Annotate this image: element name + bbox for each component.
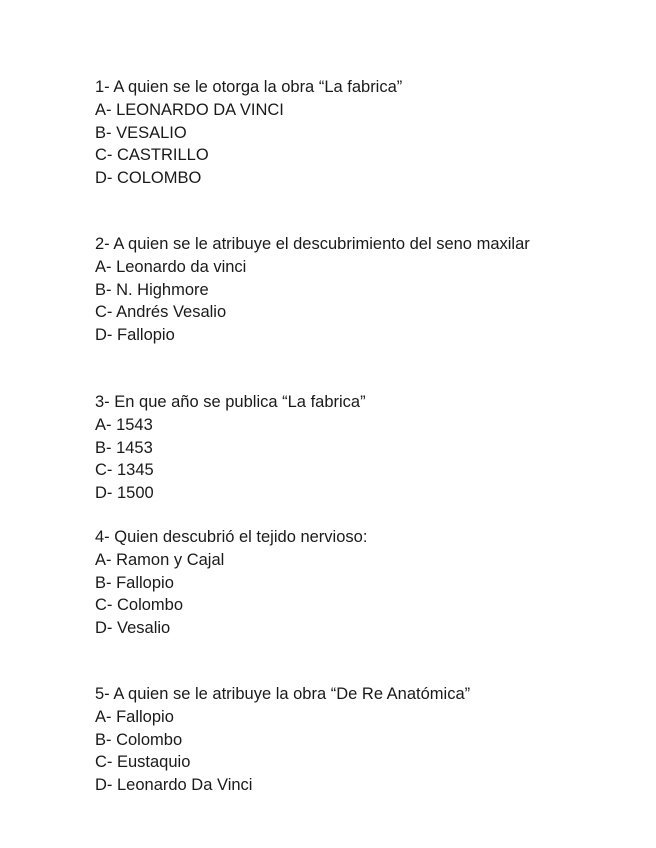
question-prompt: 3- En que año se publica “La fabrica” bbox=[95, 393, 366, 411]
answer-option: A- Ramon y Cajal bbox=[95, 550, 225, 569]
answer-option: C- Andrés Vesalio bbox=[95, 303, 227, 322]
question-3 bbox=[95, 391, 366, 505]
answer-option: B- Colombo bbox=[95, 730, 183, 749]
question-4 bbox=[95, 526, 367, 640]
question-prompt: 1- A quien se le otorga la obra “La fabrica” bbox=[95, 78, 403, 96]
question-1 bbox=[95, 76, 402, 190]
answer-option: D- Fallopio bbox=[95, 326, 175, 345]
answer-option: C- Colombo bbox=[95, 596, 184, 615]
answer-option: C- 1345 bbox=[95, 461, 154, 480]
answer-option: A- 1543 bbox=[95, 415, 153, 434]
answer-option: D- Leonardo Da Vinci bbox=[95, 776, 253, 795]
answer-option: B- Fallopio bbox=[95, 573, 174, 592]
question-prompt: 4- Quien descubrió el tejido nervioso: bbox=[95, 528, 368, 546]
question-prompt: 5- A quien se le atribuye la obra “De Re Anatómica” bbox=[95, 685, 471, 703]
answer-option: A- LEONARDO DA VINCI bbox=[95, 100, 284, 119]
answer-option: B- 1453 bbox=[95, 438, 153, 457]
answer-option: D- Vesalio bbox=[95, 619, 171, 638]
answer-option: D- COLOMBO bbox=[95, 169, 202, 188]
answer-option: A- Leonardo da vinci bbox=[95, 257, 247, 276]
answer-option: A- Fallopio bbox=[95, 707, 174, 726]
answer-option: D- 1500 bbox=[95, 484, 154, 503]
question-prompt: 2- A quien se le atribuye el descubrimiento del seno maxilar bbox=[95, 235, 530, 253]
answer-option: C- CASTRILLO bbox=[95, 146, 209, 165]
question-5 bbox=[95, 683, 470, 797]
answer-option: B- N. Highmore bbox=[95, 280, 209, 299]
answer-option: C- Eustaquio bbox=[95, 753, 191, 772]
answer-option: B- VESALIO bbox=[95, 123, 187, 142]
question-2 bbox=[95, 233, 530, 347]
